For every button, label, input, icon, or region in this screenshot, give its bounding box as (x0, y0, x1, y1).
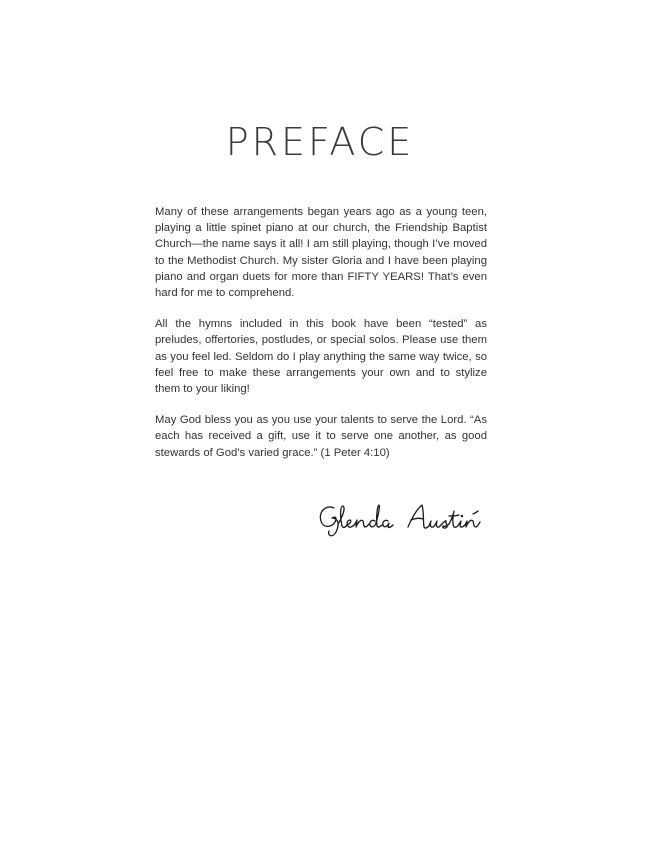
paragraph-3: May God bless you as you use your talents to serve the Lord. “As each has received a gift, use it to serve one another, as good stewards of God’s varied grace.” (1 Peter 4:10) (155, 414, 487, 459)
paragraph-2: All the hymns included in this book have been “tested” as preludes, offertories, postludes, or special solos. Please use them as you feel led. Seldom do I play anything the same way twice, so feel free to make these arrangements your own and to stylize them to your liking! (155, 318, 487, 396)
page-title: PREFACE (225, 120, 415, 164)
handwritten-signature (312, 494, 492, 544)
paragraph-1: Many of these arrangements began years ago as a young teen, playing a little spinet piano at our church, the Friendship Baptist Church—the name says it all! I am still playing, though I’ve moved to the Methodist Church. My sister Gloria and I have been playing piano and organ duets for more than FIFTY YEARS! That’s even hard for me to comprehend. (155, 206, 487, 300)
preface-body (155, 204, 487, 476)
